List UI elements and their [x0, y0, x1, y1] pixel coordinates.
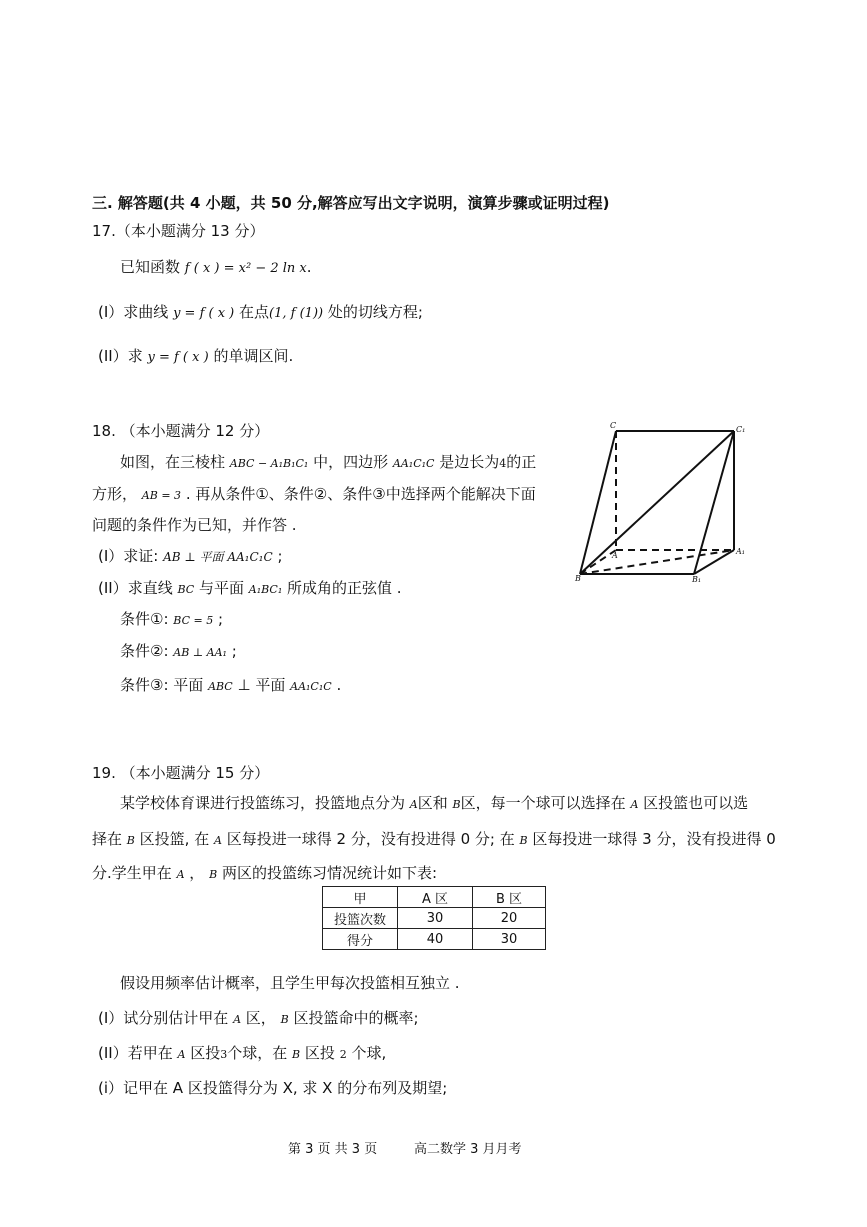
q19-header: 19. （本小题满分 15 分） — [92, 764, 270, 782]
table-cell: 20 — [473, 908, 546, 929]
q17-curve-formula: y = f ( x ) — [173, 306, 235, 321]
table-cell: 30 — [473, 929, 546, 950]
section-title: 三. 解答题(共 4 小题，共 50 分,解答应写出文字说明，演算步骤或证明过程) — [92, 194, 610, 212]
q19-assumption: 假设用频率估计概率，且学生甲每次投篮相互独立 . — [120, 974, 460, 992]
q17-function-formula: f ( x ) = x² − 2 ln x — [184, 261, 307, 276]
q19-stats-table — [322, 886, 546, 950]
q18-line2: 方形， AB = 3 . 再从条件①、条件②、条件③中选择两个能解决下面 — [92, 485, 536, 503]
table-cell: 投篮次数 — [323, 908, 398, 929]
q18-part1: (I）求证: AB ⊥ 平面 AA₁C₁C ; — [98, 547, 283, 565]
q18-condition-3: 条件③: 平面 ABC ⊥ 平面 AA₁C₁C . — [120, 676, 342, 694]
q17-part2: (II）求 y = f ( x ) 的单调区间. — [98, 347, 294, 365]
prism-figure — [572, 418, 752, 588]
q17-header: 17.（本小题满分 13 分） — [92, 222, 265, 240]
q19-text-line2: 择在 B 区投篮, 在 A 区每投进一球得 2 分，没有投进得 0 分; 在 B 区每投进一球得 3 分，没有投进得 0 — [92, 830, 776, 848]
label-a: A — [612, 551, 618, 560]
q19-subpart-i: (i）记甲在 A 区投篮得分为 X, 求 X 的分布列及期望; — [98, 1079, 448, 1097]
label-c1: C₁ — [736, 425, 746, 434]
q18-ab-formula: AB = 3 — [141, 489, 182, 502]
q19-text-line1: 某学校体育课进行投篮练习，投篮地点分为 A区和 B区，每一个球可以选择在 A 区投篮也可以选 — [120, 794, 749, 812]
q18-quad-formula: AA₁C₁C — [392, 457, 435, 470]
q18-part2: (II）求直线 BC 与平面 A₁BC₁ 所成角的正弦值 . — [98, 579, 402, 597]
q17-point-formula: (1, f (1)) — [269, 306, 324, 321]
table-row — [323, 908, 546, 929]
q18-header: 18. （本小题满分 12 分） — [92, 422, 270, 440]
table-cell: 40 — [398, 929, 473, 950]
label-b1: B₁ — [692, 575, 702, 584]
q19-text-line3: 分.学生甲在 A ， B 两区的投篮练习情况统计如下表: — [92, 864, 438, 882]
table-row — [323, 929, 546, 950]
q19-part2: (II）若甲在 A 区投3个球，在 B 区投 2 个球, — [98, 1044, 387, 1062]
q18-prism-formula: ABC − A₁B₁C₁ — [229, 457, 309, 470]
label-b: B — [575, 574, 581, 583]
q18-condition-2: 条件②: AB ⊥ AA₁ ; — [120, 642, 237, 660]
table-header-cell: A 区 — [398, 887, 473, 908]
footer-exam-title: 高二数学 3 月月考 — [414, 1142, 522, 1157]
q18-condition-1: 条件①: BC = 5 ; — [120, 610, 224, 628]
table-cell: 30 — [398, 908, 473, 929]
q17-curve-formula-2: y = f ( x ) — [147, 350, 209, 365]
q18-perp-formula: AB ⊥ 平面 AA₁C₁C — [163, 550, 273, 564]
table-header-cell: 甲 — [323, 887, 398, 908]
label-a1: A₁ — [736, 547, 745, 556]
edge-b-c1 — [580, 431, 734, 574]
table-header-row — [323, 887, 546, 908]
q19-part1: (I）试分别估计甲在 A 区， B 区投篮命中的概率; — [98, 1009, 419, 1027]
q17-given: 已知函数 f ( x ) = x² − 2 ln x. — [120, 258, 312, 276]
table-header-cell: B 区 — [473, 887, 546, 908]
q18-line3: 问题的条件作为已知，并作答 . — [92, 516, 297, 534]
q18-line1: 如图，在三棱柱 ABC − A₁B₁C₁ 中，四边形 AA₁C₁C 是边长为4的正 — [120, 453, 537, 471]
label-c: C — [610, 421, 617, 430]
table-cell: 得分 — [323, 929, 398, 950]
q17-part1: (I）求曲线 y = f ( x ) 在点(1, f (1)) 处的切线方程; — [98, 303, 423, 321]
footer-page-number: 第 3 页 共 3 页 — [288, 1142, 378, 1157]
